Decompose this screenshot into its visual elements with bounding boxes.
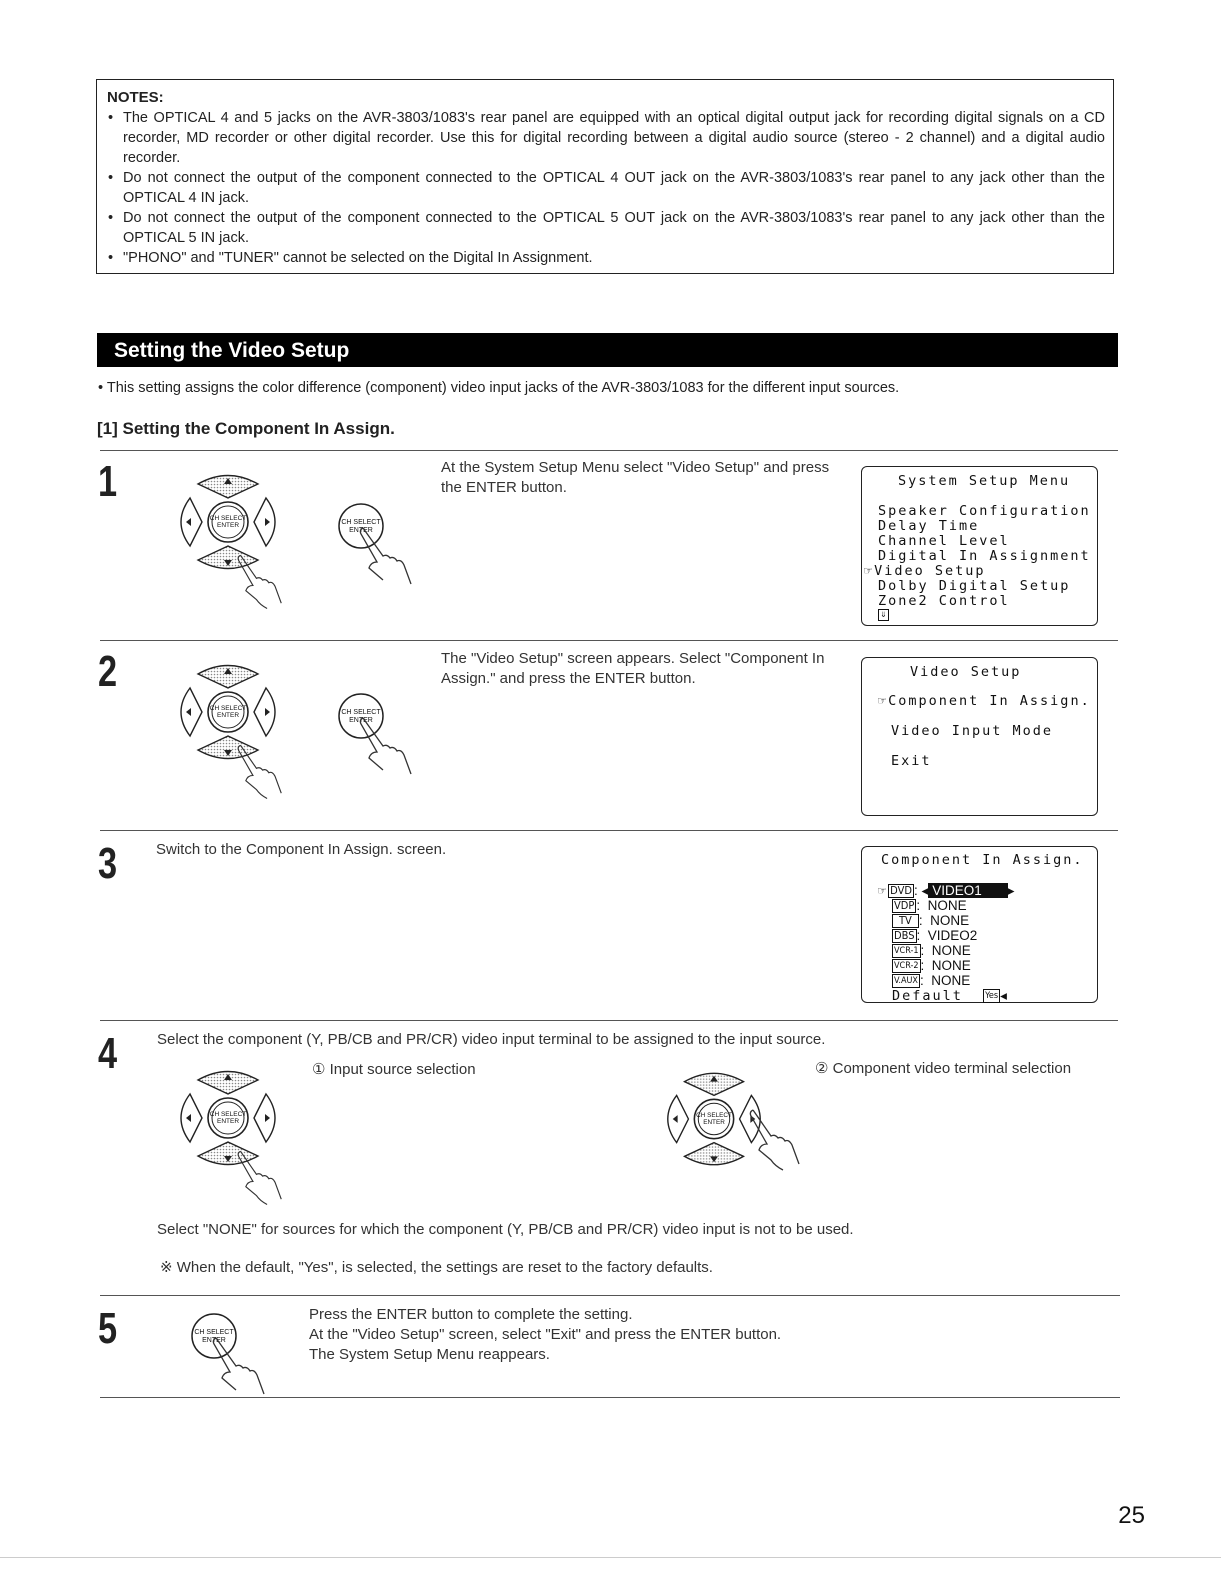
remote-dpad-illustration xyxy=(168,1058,292,1208)
remote-dpad-illustration xyxy=(168,652,292,802)
notes-list xyxy=(105,108,1105,268)
step-note: Select "NONE" for sources for which the component (Y, PB/CB and PR/CR) video input is not to be used. xyxy=(157,1221,854,1238)
osd-menu-item: Delay Time xyxy=(878,518,980,534)
remote-dpad-illustration xyxy=(655,1060,825,1190)
osd-menu-item-label: Video Setup xyxy=(874,563,986,579)
divider xyxy=(100,640,1118,641)
assign-value: NONE xyxy=(931,958,971,973)
step-instruction: The "Video Setup" screen appears. Select "Component In Assign." and press the ENTER button. xyxy=(441,650,825,687)
notes-item: • "PHONO" and "TUNER" cannot be selected on the Digital In Assignment. xyxy=(105,248,1105,268)
osd-menu-item: Video Input Mode xyxy=(891,723,1054,739)
osd-assign-row: V.AUX : NONE xyxy=(894,973,971,988)
source-tag: DVD xyxy=(890,884,912,897)
step-instruction: At the System Setup Menu select "Video Setup" and press the ENTER button. xyxy=(441,459,830,496)
osd-menu-item: Speaker Configuration xyxy=(878,503,1091,519)
step-instruction: The System Setup Menu reappears. xyxy=(309,1346,550,1363)
enter-button-illustration xyxy=(333,498,423,588)
osd-menu-item: Channel Level xyxy=(878,533,1010,549)
osd-assign-row: VCR-2 : NONE xyxy=(894,958,971,973)
osd-assign-row: TV : NONE xyxy=(892,913,969,929)
osd-default-row: Default Yes ◂ xyxy=(892,988,1007,1004)
default-label: Default xyxy=(892,988,963,1004)
step-number: 3 xyxy=(98,839,118,888)
divider xyxy=(100,830,1118,831)
assign-value: NONE xyxy=(927,898,967,913)
remote-dpad-illustration xyxy=(168,462,292,612)
osd-assign-row: VCR-1 : NONE xyxy=(894,943,971,958)
page-bottom-edge xyxy=(0,1557,1221,1558)
osd-cursor-icon: ☞ xyxy=(878,883,889,899)
page-number: 25 xyxy=(1118,1502,1145,1529)
section-intro: • This setting assigns the color difference (component) video input jacks of the AVR-3803/1083 for the different input sources. xyxy=(98,380,899,396)
assign-value: VIDEO1 xyxy=(928,883,1008,898)
enter-button-illustration xyxy=(186,1308,276,1398)
step-number: 5 xyxy=(98,1304,118,1353)
step-number: 4 xyxy=(98,1029,118,1078)
osd-scroll-down-icon: ⇓ xyxy=(878,609,889,621)
osd-assign-row-selected: ☞ DVD : ◂ VIDEO1 ▸ xyxy=(878,883,1015,899)
step-caption: ② Component video terminal selection xyxy=(815,1060,1072,1077)
osd-cursor-icon: ☞ xyxy=(864,563,875,579)
osd-component-in-assign xyxy=(861,846,1098,1003)
divider xyxy=(100,450,1118,451)
step-instruction: Select the component (Y, PB/CB and PR/CR) video input terminal to be assigned to the input source. xyxy=(157,1031,826,1048)
osd-menu-item: Digital In Assignment xyxy=(878,548,1091,564)
osd-title: Component In Assign. xyxy=(881,852,1084,868)
notes-item: • Do not connect the output of the component connected to the OPTICAL 4 OUT jack on the AVR-3803/1083's rear panel to any jack other than the OPTICAL 4 IN jack. xyxy=(105,168,1105,208)
step-instruction: At the "Video Setup" screen, select "Exit" and press the ENTER button. xyxy=(309,1326,782,1343)
notes-item: • The OPTICAL 4 and 5 jacks on the AVR-3803/1083's rear panel are equipped with an optical digital output jack for recording digital signals on a CD recorder, MD recorder or other digital recorder. Use this for digital recording between a digital audio source (stereo - 2 channel) and a digital audio recorder. xyxy=(105,108,1105,168)
divider xyxy=(100,1295,1120,1296)
osd-assign-row: DBS : VIDEO2 xyxy=(894,928,978,943)
source-tag: VDP xyxy=(894,899,915,912)
osd-menu-item: Dolby Digital Setup xyxy=(878,578,1071,594)
osd-system-setup-menu xyxy=(861,466,1098,626)
step-number: 1 xyxy=(98,457,118,506)
source-tag: TV xyxy=(892,914,919,928)
assign-value: VIDEO2 xyxy=(927,928,978,943)
source-tag: VCR-1 xyxy=(894,946,919,956)
assign-value: NONE xyxy=(930,913,970,928)
step-caption: ① Input source selection xyxy=(312,1061,476,1078)
osd-menu-item-label: Component In Assign. xyxy=(888,693,1091,709)
osd-menu-item: Zone2 Control xyxy=(878,593,1010,609)
default-value: Yes xyxy=(985,991,999,1001)
divider xyxy=(100,1020,1118,1021)
osd-assign-row: VDP : NONE xyxy=(894,898,967,913)
source-tag: VCR-2 xyxy=(894,961,919,971)
osd-title: System Setup Menu xyxy=(898,473,1071,489)
step-note: ※ When the default, "Yes", is selected, the settings are reset to the factory defaults. xyxy=(160,1259,713,1276)
enter-button-illustration xyxy=(333,688,423,778)
assign-value: NONE xyxy=(931,973,971,988)
assign-value: NONE xyxy=(931,943,971,958)
section-banner: Setting the Video Setup xyxy=(97,333,1118,367)
subsection-heading: [1] Setting the Component In Assign. xyxy=(97,419,395,438)
step-number: 2 xyxy=(98,647,118,696)
osd-menu-item-selected xyxy=(864,564,986,579)
notes-box xyxy=(96,79,1114,274)
osd-cursor-icon: ☞ xyxy=(878,693,889,709)
source-tag: DBS xyxy=(894,929,915,942)
step-instruction: Switch to the Component In Assign. screen. xyxy=(156,841,447,858)
notes-title: NOTES: xyxy=(107,89,164,106)
osd-video-setup xyxy=(861,657,1098,816)
osd-menu-item-selected xyxy=(878,694,1091,709)
step-instruction: Press the ENTER button to complete the setting. xyxy=(309,1306,633,1323)
source-tag: V.AUX xyxy=(894,976,918,986)
notes-item: • Do not connect the output of the component connected to the OPTICAL 5 OUT jack on the AVR-3803/1083's rear panel to any jack other than the OPTICAL 5 IN jack. xyxy=(105,208,1105,248)
osd-title: Video Setup xyxy=(910,664,1022,680)
osd-menu-item: Exit xyxy=(891,753,932,769)
